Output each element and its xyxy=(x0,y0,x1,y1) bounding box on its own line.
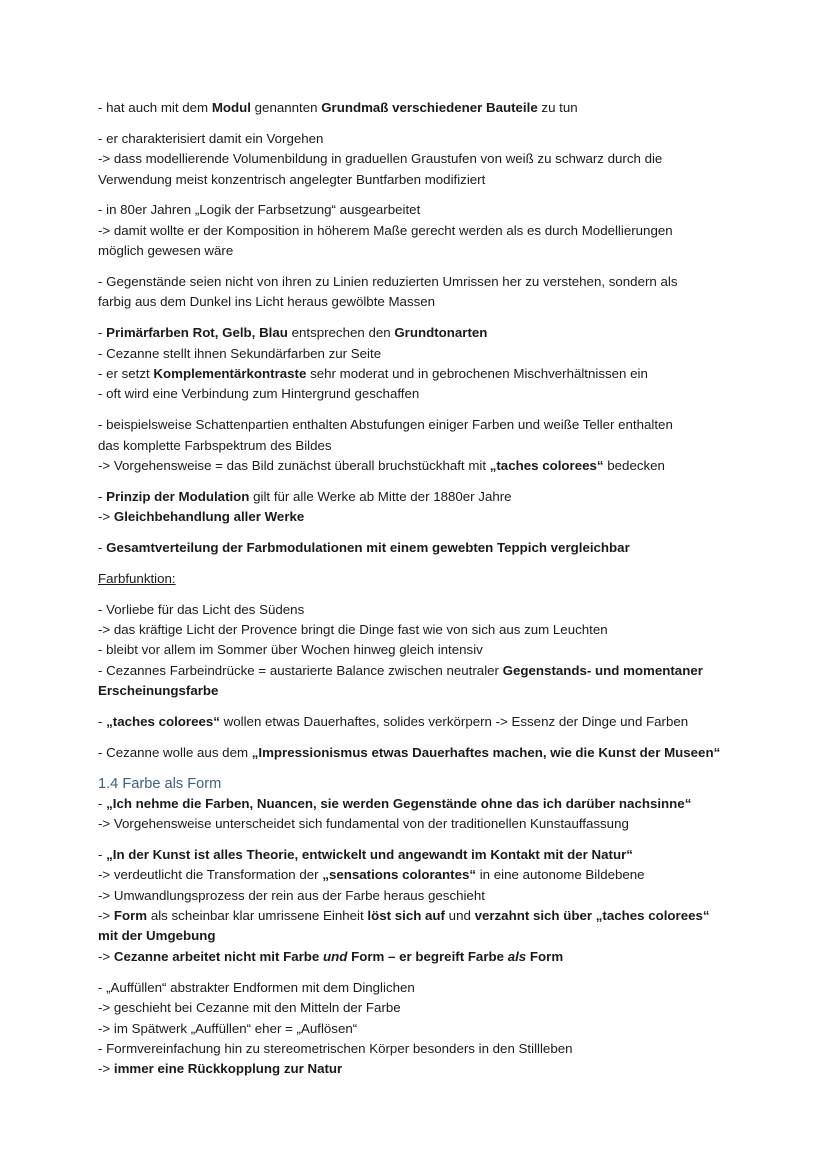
text-run: - xyxy=(98,488,107,504)
paragraph xyxy=(98,712,748,732)
text-line xyxy=(98,1019,748,1039)
text-run: -> verdeutlicht die Transformation der xyxy=(98,867,323,883)
bold-run: Form xyxy=(526,948,564,964)
text-run: - er setzt xyxy=(98,366,154,382)
text-run: - Formvereinfachung hin zu stereometrischen Körper besonders in den Stillleben xyxy=(98,1040,573,1056)
bold-run: mit der Umgebung xyxy=(98,928,216,944)
bold-run: Form – er begreift Farbe xyxy=(347,948,508,964)
paragraph xyxy=(98,272,748,313)
text-run: farbig aus dem Dunkel ins Licht heraus gewölbte Massen xyxy=(98,294,436,310)
text-run: zu tun xyxy=(537,100,578,115)
text-line xyxy=(98,98,748,118)
text-run: das komplette Farbspektrum des Bildes xyxy=(98,437,332,453)
paragraph xyxy=(98,978,748,1080)
text-run: - xyxy=(98,714,107,730)
text-line xyxy=(98,947,748,967)
paragraph xyxy=(98,200,748,261)
text-run: -> geschieht bei Cezanne mit den Mitteln der Farbe xyxy=(98,1000,401,1016)
text-run: -> xyxy=(98,948,114,964)
text-run: -> Umwandlungsprozess der rein aus der Farbe heraus geschieht xyxy=(98,887,485,903)
text-line xyxy=(98,978,748,998)
text-run: in eine autonome Bildebene xyxy=(476,867,645,883)
text-line xyxy=(98,344,748,364)
bold-run: Komplementärkontraste xyxy=(153,366,307,382)
text-run: gilt für alle Werke ab Mitte der 1880er Jahre xyxy=(249,488,512,504)
text-run: - er charakterisiert damit ein Vorgehen xyxy=(98,130,324,146)
text-line xyxy=(98,149,748,169)
text-line xyxy=(98,292,748,312)
paragraph xyxy=(98,538,748,558)
text-run: - Cezanne wolle aus dem xyxy=(98,744,252,760)
text-run: -> Vorgehensweise = das Bild zunächst überall bruchstückhaft mit xyxy=(98,458,490,474)
bold-run: verzahnt sich über „taches colorees“ xyxy=(474,908,710,924)
subheading-farbfunktion xyxy=(98,569,748,589)
text-line xyxy=(98,1059,748,1079)
text-run: -> im Spätwerk „Auffüllen“ eher = „Auflösen“ xyxy=(98,1020,358,1036)
text-run: - bleibt vor allem im Sommer über Wochen hinweg gleich intensiv xyxy=(98,642,483,658)
italic-run: als xyxy=(507,948,527,964)
text-run: -> damit wollte er der Komposition in höherem Maße gerecht werden als es durch Modellierungen xyxy=(98,222,673,238)
text-line xyxy=(98,507,748,527)
text-run: Farbfunktion: xyxy=(98,570,176,586)
text-run: -> dass modellierende Volumenbildung in graduellen Graustufen von weiß zu schwarz durch die xyxy=(98,151,663,167)
text-line xyxy=(98,906,748,926)
bold-run: Primärfarben Rot, Gelb, Blau xyxy=(106,325,288,341)
text-line xyxy=(98,814,748,834)
text-run: und xyxy=(444,908,475,924)
text-line xyxy=(98,221,748,241)
text-run: - xyxy=(98,325,107,341)
bold-run: Gesamtverteilung der Farbmodulationen mit einem gewebten Teppich vergleichbar xyxy=(106,540,630,556)
text-run: Verwendung meist konzentrisch angelegter Buntfarben modifiziert xyxy=(98,171,486,187)
text-run: - xyxy=(98,795,107,811)
paragraph xyxy=(98,323,748,405)
bold-run: Erscheinungsfarbe xyxy=(98,683,219,699)
text-line xyxy=(98,170,748,190)
text-run: -> Vorgehensweise unterscheidet sich fundamental von der traditionellen Kunstauffassung xyxy=(98,816,629,832)
text-line xyxy=(98,538,748,558)
text-line xyxy=(98,129,748,149)
text-line xyxy=(98,600,748,620)
text-line xyxy=(98,200,748,220)
text-run: 1.4 Farbe als Form xyxy=(98,775,222,792)
text-run: -> xyxy=(98,908,114,924)
text-run: - xyxy=(98,540,107,556)
bold-run: Modul xyxy=(211,100,251,115)
text-line xyxy=(98,794,748,814)
text-line xyxy=(98,323,748,343)
text-run: als scheinbar klar umrissene Einheit xyxy=(147,908,368,924)
bold-run: Gleichbehandlung aller Werke xyxy=(113,509,305,525)
text-line xyxy=(98,681,748,701)
bold-run: „Impressionismus etwas Dauerhaftes machen, wie die Kunst der Museen“ xyxy=(251,744,721,760)
bold-run: immer eine Rückkopplung zur Natur xyxy=(113,1061,343,1077)
text-run: möglich gewesen wäre xyxy=(98,243,234,259)
bold-run xyxy=(323,949,347,964)
text-run: - in 80er Jahren „Logik der Farbsetzung“ ausgearbeitet xyxy=(98,202,421,218)
paragraph xyxy=(98,129,748,190)
paragraph xyxy=(98,415,748,476)
bold-run: „taches colorees“ xyxy=(106,714,220,730)
italic-run: und xyxy=(323,948,348,964)
text-run: -> das kräftige Licht der Provence bringt die Dinge fast wie von sich aus zum Leuchten xyxy=(98,622,608,638)
text-line xyxy=(98,487,748,507)
text-line xyxy=(98,620,748,640)
text-run: - beispielsweise Schattenpartien enthalten Abstufungen einiger Farben und weiße Teller enthalten xyxy=(98,417,673,433)
text-line xyxy=(98,845,748,865)
paragraph xyxy=(98,794,748,835)
bold-run: Grundtonarten xyxy=(394,325,488,341)
text-line xyxy=(98,998,748,1018)
section-heading-farbe-als-form xyxy=(98,774,748,794)
text-run: -> xyxy=(98,509,114,525)
text-line xyxy=(98,364,748,384)
paragraph xyxy=(98,98,748,118)
paragraph xyxy=(98,845,748,967)
text-line xyxy=(98,743,748,763)
bold-run: „taches colorees“ xyxy=(489,458,604,474)
text-run: bedecken xyxy=(603,458,665,474)
text-line xyxy=(98,661,748,681)
bold-run: „Ich nehme die Farben, Nuancen, sie werden Gegenstände ohne das ich darüber nachsinne“ xyxy=(106,795,692,811)
text-line xyxy=(98,569,748,589)
bold-run: Cezanne arbeitet nicht mit Farbe xyxy=(113,948,323,964)
text-run: - hat auch mit dem xyxy=(98,100,212,115)
text-run: genannten xyxy=(250,100,322,115)
text-line xyxy=(98,886,748,906)
bold-run: löst sich auf xyxy=(367,908,445,924)
bold-run xyxy=(508,949,527,964)
document-page xyxy=(98,98,748,1090)
text-run: - Cezanne stellt ihnen Sekundärfarben zur Seite xyxy=(98,345,382,361)
text-run: wollen etwas Dauerhaftes, solides verkörpern -> Essenz der Dinge und Farben xyxy=(219,714,689,730)
text-line xyxy=(98,272,748,292)
bold-run: Prinzip der Modulation xyxy=(106,488,250,504)
text-run: - „Auffüllen“ abstrakter Endformen mit dem Dinglichen xyxy=(98,979,415,995)
text-run: - Gegenstände seien nicht von ihren zu Linien reduzierten Umrissen her zu verstehen, sondern als xyxy=(98,274,678,290)
text-line xyxy=(98,712,748,732)
text-line xyxy=(98,926,748,946)
paragraph xyxy=(98,743,748,763)
paragraph xyxy=(98,487,748,528)
text-run: - Vorliebe für das Licht des Südens xyxy=(98,601,305,617)
bold-run: „sensations colorantes“ xyxy=(322,867,477,883)
text-line xyxy=(98,241,748,261)
bold-run: Form xyxy=(113,908,148,924)
text-line xyxy=(98,865,748,885)
text-run: sehr moderat und in gebrochenen Mischverhältnissen ein xyxy=(306,366,648,382)
bold-run: Gegenstands- und momentaner xyxy=(502,662,703,678)
text-line xyxy=(98,640,748,660)
text-run: - Cezannes Farbeindrücke = austarierte Balance zwischen neutraler xyxy=(98,662,503,678)
text-line xyxy=(98,436,748,456)
bold-run: Grundmaß verschiedener Bauteile xyxy=(321,100,538,115)
text-line xyxy=(98,774,748,794)
text-line xyxy=(98,384,748,404)
text-line xyxy=(98,456,748,476)
text-run: entsprechen den xyxy=(287,325,395,341)
text-run: -> xyxy=(98,1061,114,1077)
text-line xyxy=(98,1039,748,1059)
text-run: - xyxy=(98,846,107,862)
text-line xyxy=(98,415,748,435)
text-run: - oft wird eine Verbindung zum Hintergrund geschaffen xyxy=(98,386,420,402)
paragraph xyxy=(98,600,748,702)
bold-run: „In der Kunst ist alles Theorie, entwickelt und angewandt im Kontakt mit der Natur“ xyxy=(106,846,633,862)
